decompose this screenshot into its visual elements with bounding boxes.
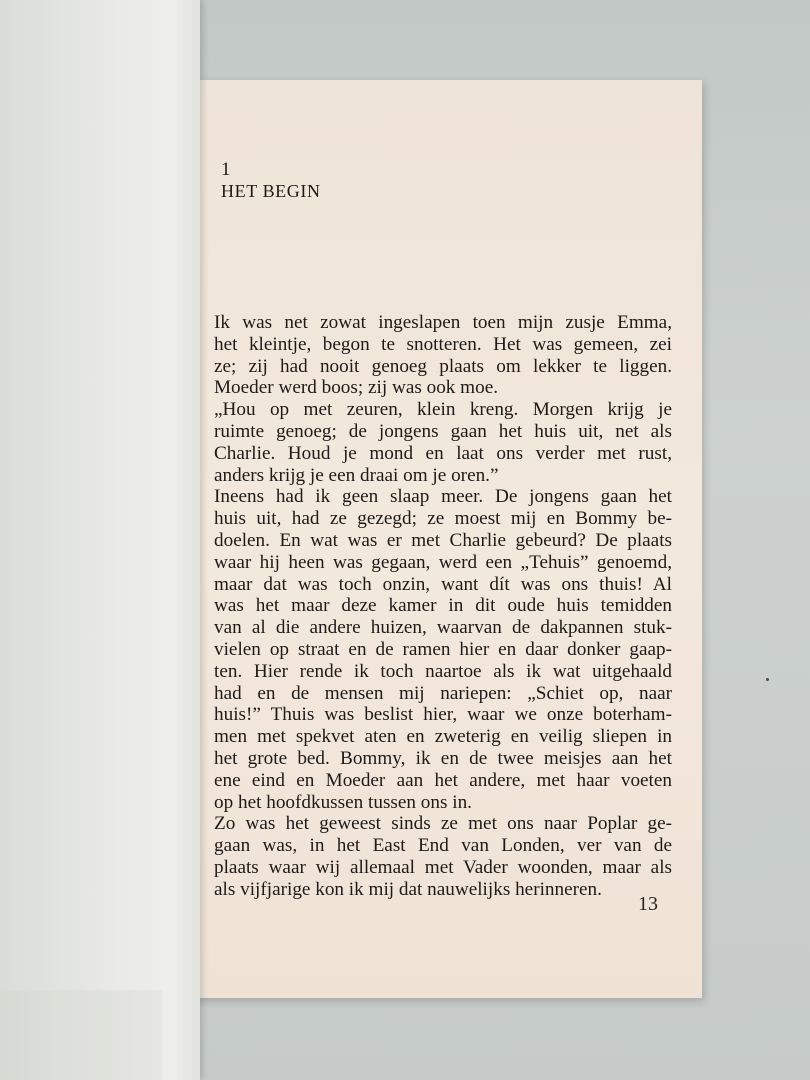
text-line: plaats waar wij allemaal met Vader woonden, maar als	[214, 856, 672, 878]
text-line: maar dat was toch onzin, want dít was ons thuis! Al	[214, 573, 672, 595]
chapter-title: HET BEGIN	[221, 181, 321, 201]
text-line: het grote bed. Bommy, ik en de twee meisjes aan het	[214, 747, 672, 769]
body-text	[214, 312, 672, 901]
text-line: anders krijg je een draai om je oren.”	[214, 464, 499, 486]
text-line: Moeder werd boos; zij was ook moe.	[214, 377, 499, 399]
text-line: was het maar deze kamer in dit oude huis temidden	[214, 595, 672, 617]
chapter-number: 1	[221, 159, 231, 180]
text-line: Ik was net zowat ingeslapen toen mijn zusje Emma,	[214, 312, 672, 333]
text-line: het kleintje, begon te snotteren. Het was gemeen, zei	[214, 333, 672, 355]
text-line: gaan was, in het East End van Londen, ver van de	[214, 835, 672, 857]
text-line: ruimte genoeg; de jongens gaan het huis uit, net als	[214, 420, 672, 442]
text-line: huis uit, had ze gezegd; ze moest mij en Bommy be-	[214, 508, 672, 530]
text-line: Charlie. Houd je mond en laat ons verder met rust,	[214, 442, 672, 464]
dust-speck	[766, 678, 769, 681]
text-line: huis!” Thuis was beslist hier, waar we onze boterham-	[214, 704, 672, 726]
text-line: had en de mensen mij nariepen: „Schiet op, naar	[214, 682, 672, 704]
text-line: als vijfjarige kon ik mij dat nauwelijks herinneren.	[214, 878, 602, 900]
facing-page-lower	[0, 990, 162, 1080]
page-number: 13	[638, 893, 658, 915]
text-line: vielen op straat en de ramen hier en daar donker gaap-	[214, 638, 672, 660]
text-line: op het hoofdkussen tussen ons in.	[214, 791, 472, 813]
text-line: ene eind en Moeder aan het andere, met haar voeten	[214, 769, 672, 791]
text-line: Zo was het geweest sinds ze met ons naar Poplar ge-	[214, 813, 672, 835]
text-line: Ineens had ik geen slaap meer. De jongens gaan het	[214, 486, 672, 508]
text-line: ze; zij had nooit genoeg plaats om lekker te liggen.	[214, 355, 672, 377]
text-line: doelen. En wat was er met Charlie gebeurd? De plaats	[214, 529, 672, 551]
facing-page	[0, 0, 200, 1080]
text-line: waar hij heen was gegaan, werd een „Tehuis” genoemd,	[214, 551, 672, 573]
text-line: „Hou op met zeuren, klein kreng. Morgen krijg je	[214, 399, 672, 421]
text-line: ten. Hier rende ik toch naartoe als ik wat uitgehaald	[214, 660, 672, 682]
text-line: men met spekvet aten en zweterig en veilig sliepen in	[214, 726, 672, 748]
text-line: van al die andere huizen, waarvan de dakpannen stuk-	[214, 617, 672, 639]
